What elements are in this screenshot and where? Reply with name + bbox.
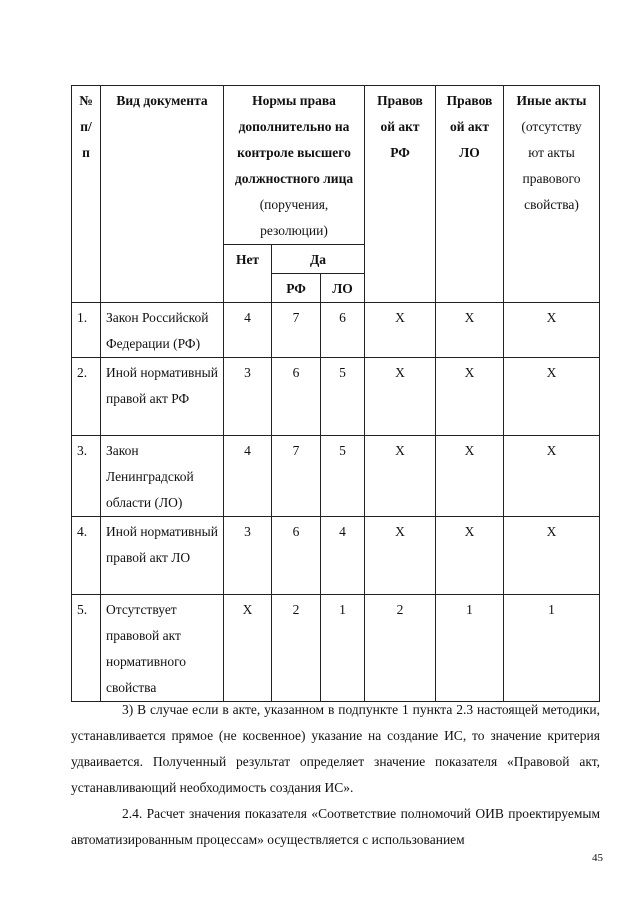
row-act-rf: X: [365, 358, 436, 436]
row-act-lo: X: [436, 303, 504, 358]
table-row: [72, 358, 600, 436]
row-act-rf: 2: [365, 595, 436, 702]
header-lo: ЛО: [321, 274, 365, 303]
row-doc-name: Иной нормативный правой акт РФ: [101, 358, 224, 436]
row-rf: 2: [272, 595, 321, 702]
table-row: [72, 517, 600, 595]
header-other-title: Иные акты: [516, 93, 587, 108]
row-doc-name: Закон Российской Федерации (РФ): [101, 303, 224, 358]
row-act-rf: X: [365, 303, 436, 358]
row-no: 4: [224, 303, 272, 358]
row-no: 3: [224, 358, 272, 436]
table-row: [72, 303, 600, 358]
page-number: 45: [592, 852, 603, 864]
table-row: [72, 595, 600, 702]
row-lo: 4: [321, 517, 365, 595]
row-lo: 5: [321, 436, 365, 517]
row-num: 4.: [72, 517, 101, 595]
row-num: 3.: [72, 436, 101, 517]
header-other: [504, 86, 600, 303]
row-other: 1: [504, 595, 600, 702]
row-no: 4: [224, 436, 272, 517]
paragraph-2-4-text: 2.4. Расчет значения показателя «Соответствие полномочий ОИВ проектируемым автоматизированным процессам» осуществляется с использованием: [71, 806, 600, 847]
row-act-lo: X: [436, 358, 504, 436]
row-num: 5.: [72, 595, 101, 702]
header-norms-title: Нормы права дополнительно на контроле высшего должностного лица: [234, 93, 354, 186]
row-doc-name: Отсутствует правовой акт нормативного свойства: [101, 595, 224, 702]
criteria-table: [71, 85, 600, 702]
paragraph-2-4: [71, 801, 600, 853]
row-act-rf: X: [365, 517, 436, 595]
row-no: 3: [224, 517, 272, 595]
row-num: 2.: [72, 358, 101, 436]
row-other: X: [504, 436, 600, 517]
row-lo: 5: [321, 358, 365, 436]
row-num: 1.: [72, 303, 101, 358]
row-rf: 6: [272, 517, 321, 595]
row-rf: 7: [272, 436, 321, 517]
header-act-lo: Правов ой акт ЛО: [436, 86, 504, 303]
row-other: X: [504, 517, 600, 595]
row-lo: 1: [321, 595, 365, 702]
header-rf: РФ: [272, 274, 321, 303]
row-no: X: [224, 595, 272, 702]
row-doc-name: Закон Ленинградской области (ЛО): [101, 436, 224, 517]
header-doc-type: Вид документа: [101, 86, 224, 303]
row-other: X: [504, 358, 600, 436]
row-rf: 6: [272, 358, 321, 436]
header-no: Нет: [224, 245, 272, 303]
row-act-rf: X: [365, 436, 436, 517]
header-norms-note: (поручения, резолюции): [259, 197, 329, 238]
row-rf: 7: [272, 303, 321, 358]
row-doc-name: Иной нормативный правой акт ЛО: [101, 517, 224, 595]
header-yes: Да: [272, 245, 365, 274]
header-other-note: (отсутству ют акты правового свойства): [521, 119, 582, 212]
header-act-rf: Правов ой акт РФ: [365, 86, 436, 303]
header-norms: [224, 86, 365, 245]
header-num: № п/ п: [72, 86, 101, 303]
row-act-lo: X: [436, 517, 504, 595]
row-other: X: [504, 303, 600, 358]
paragraph-3-text: 3) В случае если в акте, указанном в подпункте 1 пункта 2.3 настоящей методики, устанавливается прямое (не косвенное) указание на создание ИС, то значение критерия удваивается. Полученный результат определяет значение показателя «Правовой акт, устанавливающий необходимость создания ИС».: [71, 702, 600, 795]
row-act-lo: 1: [436, 595, 504, 702]
row-lo: 6: [321, 303, 365, 358]
table-row: [72, 436, 600, 517]
paragraph-3: [71, 697, 600, 801]
row-act-lo: X: [436, 436, 504, 517]
